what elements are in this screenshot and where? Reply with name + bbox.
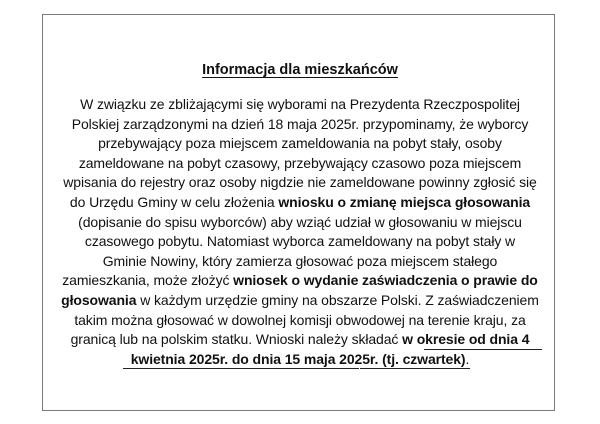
notice-text: W związku ze zbliżającymi się wyborami na Prezydenta Rzeczpospolitej [80, 96, 520, 112]
notice-text: takim można głosować w dowolnej komisji obwodowej na terenie kraju, za [74, 311, 526, 328]
notice-text: (dopisanie do spisu wyborców) aby wziąć udział w głosowaniu w miejscu [78, 213, 522, 230]
notice-emphasis-text: wniosek o wydanie zaświadczenia o prawie do [233, 272, 538, 289]
notice-body-line [58, 271, 542, 291]
notice-text: czasowego pobytu. Natomiast wyborca zameldowany na pobyt stały w [84, 233, 516, 250]
notice-body-line [58, 134, 542, 154]
notice-text: Polskiej zarządzonymi na dzień 18 maja 2025r. przypominamy, że wyborcy [71, 115, 529, 132]
notice-emphasis-text: kwietnia 2025r. do dnia 15 maja 2025r. (tj. czwartek) [130, 350, 466, 367]
notice-emphasis-text: w okresie od dnia 4 [402, 331, 530, 348]
notice-text: w każdym urzędzie gminy na obszarze Polski. Z zaświadczeniem [136, 291, 539, 308]
notice-body-line [58, 350, 542, 370]
notice-title-text: Informacja dla mieszkańców [202, 62, 398, 78]
notice-body-line [58, 311, 542, 331]
notice-text: wpisania do rejestry oraz osoby nigdzie nie zameldowane powinny zgłosić się [63, 174, 537, 191]
notice-text: zamieszkania, może złożyć [62, 272, 234, 289]
notice-text: . [465, 350, 470, 367]
notice-body-line [58, 115, 542, 135]
notice-text: granicą lub na polskim statku. Wnioski należy składać [70, 331, 403, 348]
notice-text: zameldowane na pobyt czasowy, przebywający czasowo poza miejscem [78, 154, 522, 171]
underline-stroke [424, 349, 542, 350]
notice-text: do Urzędu Gminy w celu złożenia [69, 193, 279, 210]
notice-text: Gminie Nowiny, który zamierza głosować poza miejscem stałego [102, 252, 498, 269]
notice-body-line [58, 291, 542, 311]
notice-body-line [58, 173, 542, 193]
notice-title [0, 61, 600, 79]
notice-body-line [58, 95, 542, 115]
notice-body [58, 95, 542, 369]
notice-emphasis-text: wniosku o zmianę miejsca głosowania [278, 193, 531, 210]
notice-body-line [58, 232, 542, 252]
underline-stroke [360, 368, 470, 369]
underline-stroke [123, 368, 359, 369]
notice-body-line [58, 213, 542, 233]
notice-text: przebywający poza miejscem zameldowania na pobyt stały, osoby [98, 135, 502, 152]
notice-body-line [58, 193, 542, 213]
notice-emphasis-text: głosowania [61, 291, 137, 308]
notice-body-line [58, 252, 542, 272]
notice-body-line [58, 154, 542, 174]
notice-body-line [58, 330, 542, 350]
